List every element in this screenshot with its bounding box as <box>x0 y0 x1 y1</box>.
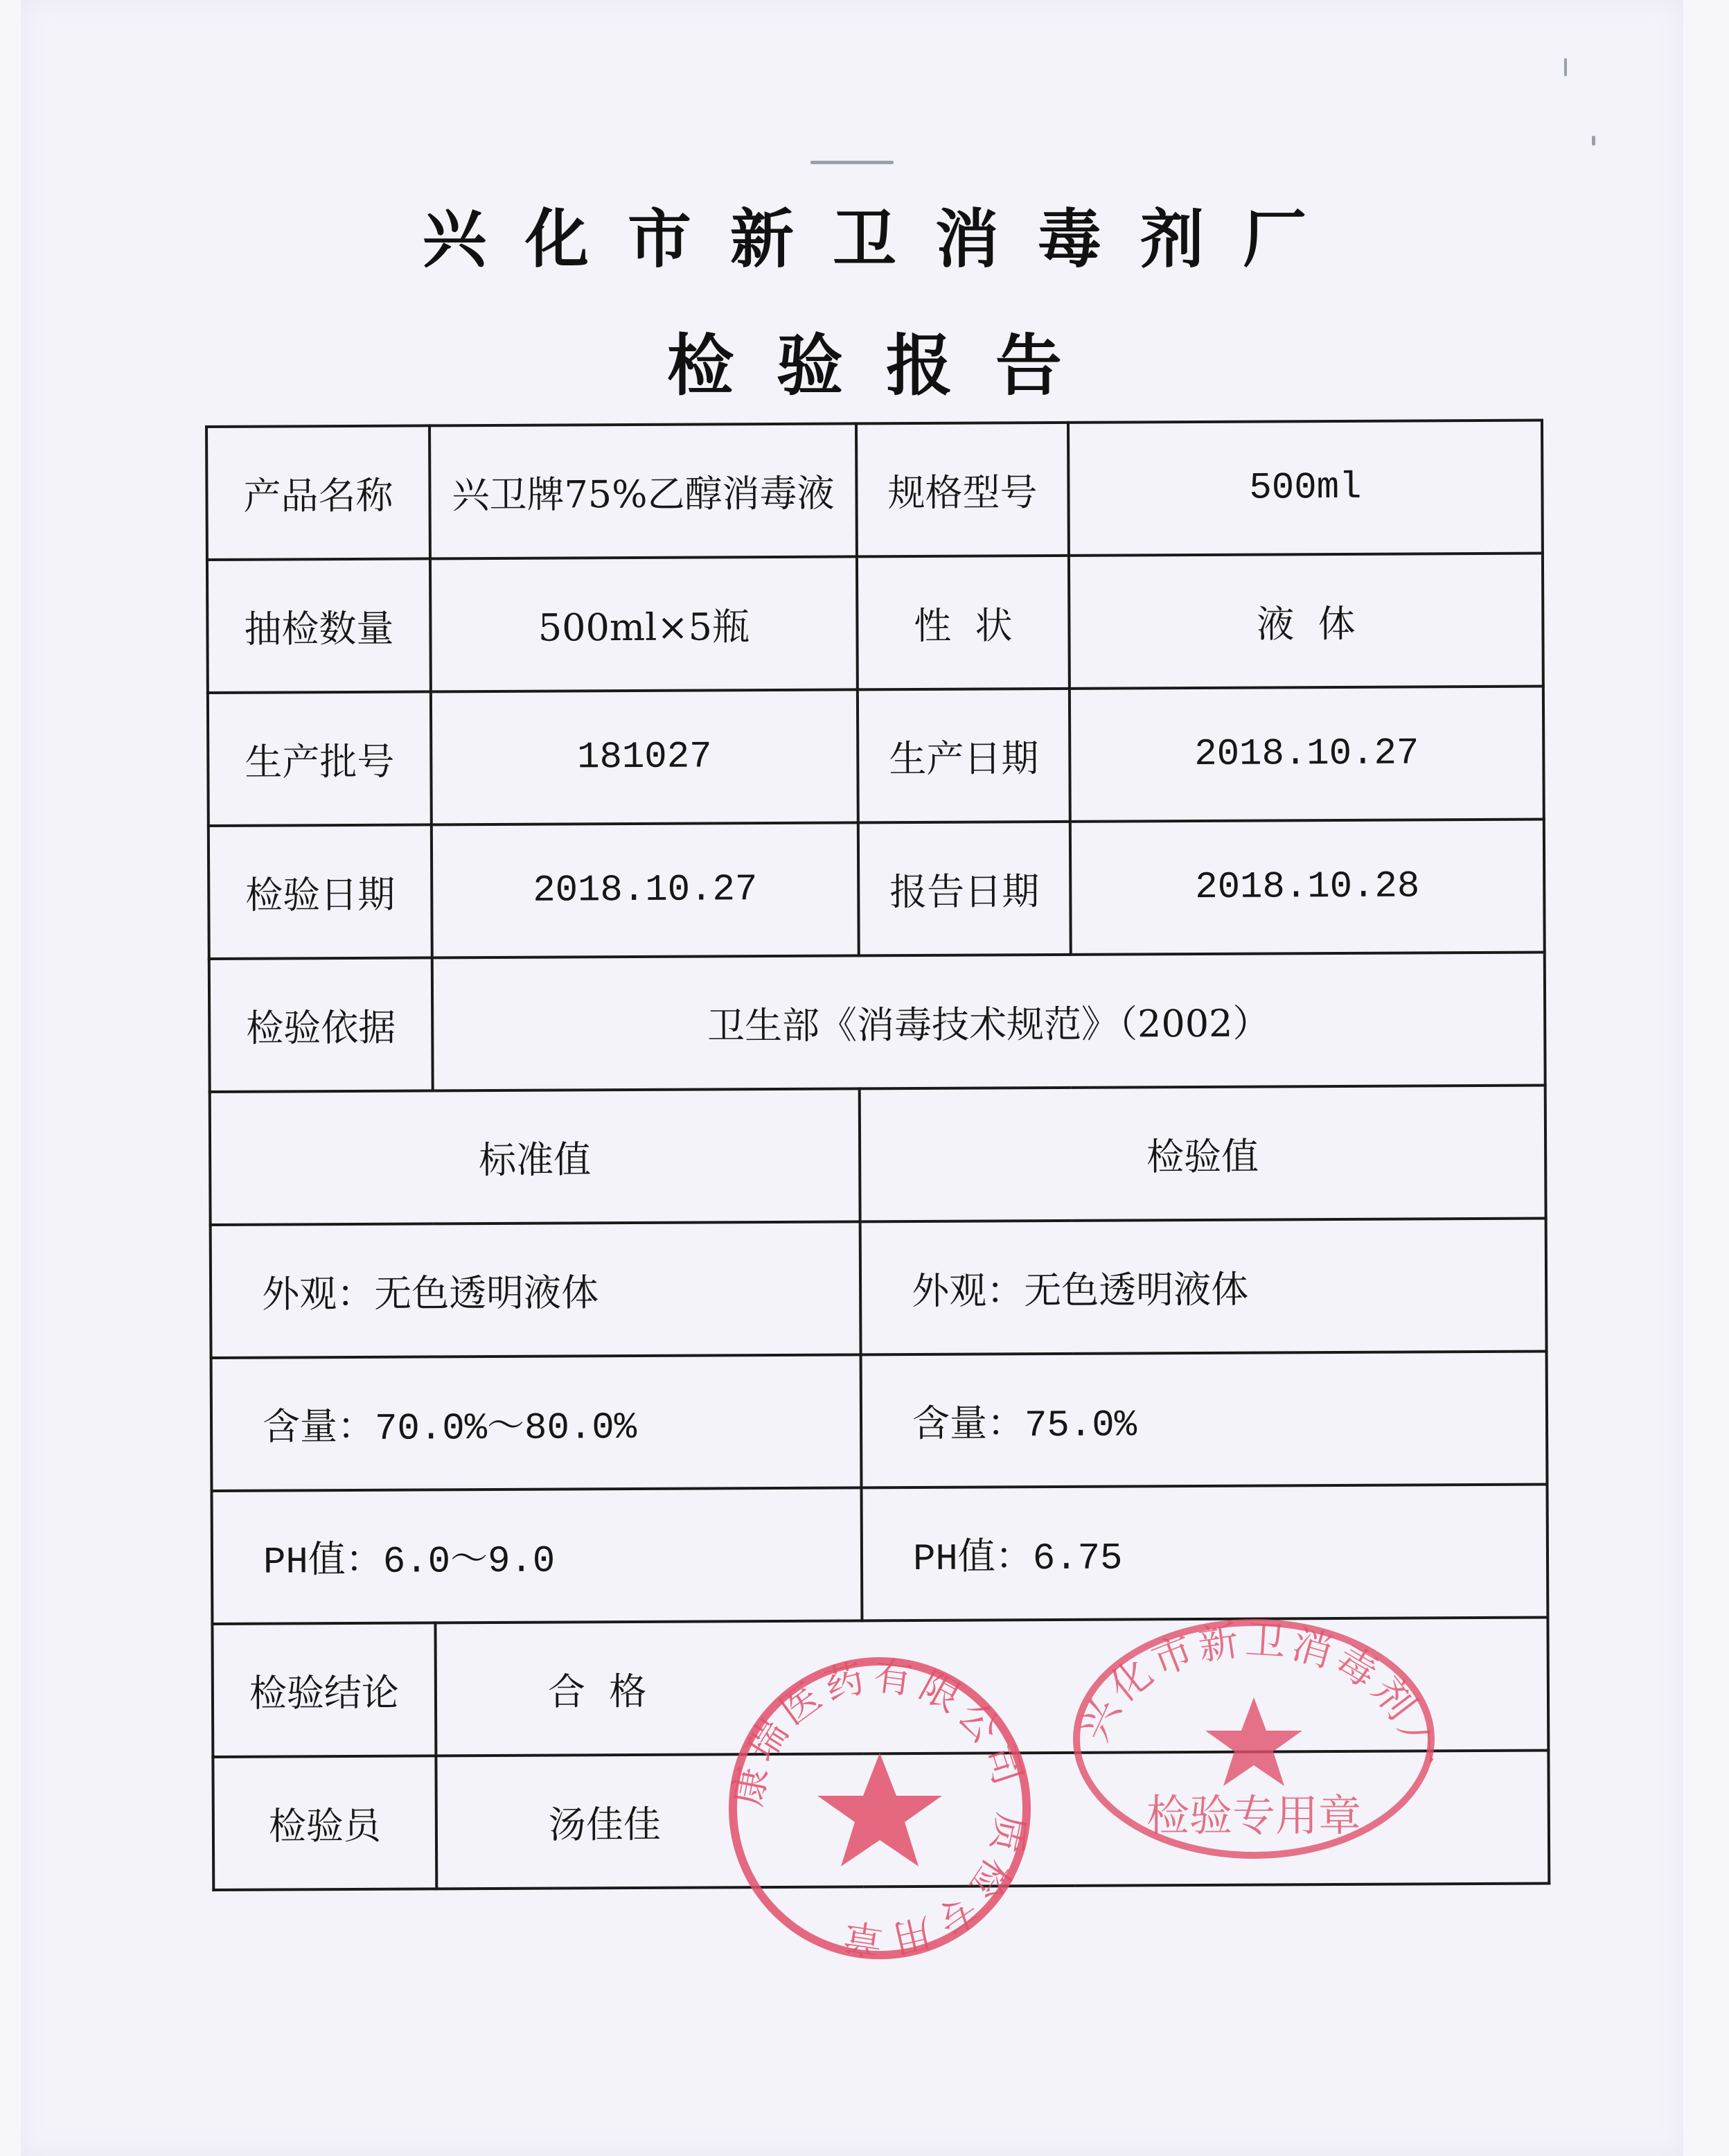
product-name-label: 产品名称 <box>206 425 430 560</box>
spec-value: 500ml <box>1068 421 1543 556</box>
inspector-label: 检验员 <box>213 1756 436 1890</box>
prod-date-label: 生产日期 <box>858 689 1070 822</box>
basis-value: 卫生部《消毒技术规范》（2002） <box>432 953 1545 1091</box>
scan-mark <box>1564 58 1567 76</box>
table-row <box>209 820 1545 959</box>
table-row <box>213 1751 1549 1890</box>
right-seal-top-text: 兴化市新卫消毒剂厂 <box>1070 1616 1439 1771</box>
table-row <box>212 1485 1548 1624</box>
table-row <box>208 687 1544 826</box>
tested-content: 含量：75.0% <box>861 1352 1548 1488</box>
tested-appearance: 外观：无色透明液体 <box>860 1219 1547 1355</box>
test-date-label: 检验日期 <box>209 824 432 959</box>
standard-appearance: 外观：无色透明液体 <box>211 1221 861 1358</box>
scan-mark <box>1592 136 1595 145</box>
report-date-label: 报告日期 <box>858 822 1071 955</box>
report-table <box>205 419 1550 1891</box>
product-name-value: 兴卫牌75%乙醇消毒液 <box>429 423 857 558</box>
sample-qty-value: 500ml×5瓶 <box>430 556 858 691</box>
property-value: 液 体 <box>1069 554 1543 689</box>
table-row <box>210 1086 1546 1225</box>
table-row <box>211 1352 1548 1491</box>
inspector-name: 汤佳佳 <box>436 1751 1549 1889</box>
table-row <box>207 554 1543 693</box>
property-label: 性 状 <box>857 556 1070 689</box>
table-row <box>206 421 1543 560</box>
standard-ph: PH值：6.0～9.0 <box>212 1487 862 1624</box>
report-title: 检验报告 <box>667 327 1105 405</box>
left-seal-text: 康瑞医药有限公司 质检专用章 <box>725 1653 1034 1963</box>
conclusion-value: 合 格 <box>435 1618 1548 1756</box>
batch-label: 生产批号 <box>208 691 432 826</box>
report-date-value: 2018.10.28 <box>1070 820 1545 955</box>
tested-ph: PH值：6.75 <box>862 1485 1548 1621</box>
table-row <box>209 953 1545 1092</box>
standard-content: 含量：70.0%～80.0% <box>211 1354 862 1491</box>
right-seal-bottom-text: 检验专用章 <box>1146 1790 1362 1841</box>
table-row <box>211 1219 1547 1358</box>
prod-date-value: 2018.10.27 <box>1070 687 1544 822</box>
company-title: 兴化市新卫消毒剂厂 <box>422 202 1345 276</box>
standard-header: 标准值 <box>210 1088 860 1225</box>
test-date-value: 2018.10.27 <box>432 822 859 957</box>
scan-mark <box>810 161 894 164</box>
batch-value: 181027 <box>431 689 858 824</box>
sample-qty-label: 抽检数量 <box>207 558 431 693</box>
table-row <box>212 1618 1548 1757</box>
basis-label: 检验依据 <box>209 957 433 1092</box>
tested-header: 检验值 <box>860 1086 1546 1222</box>
spec-label: 规格型号 <box>856 423 1069 556</box>
conclusion-label: 检验结论 <box>212 1623 436 1757</box>
